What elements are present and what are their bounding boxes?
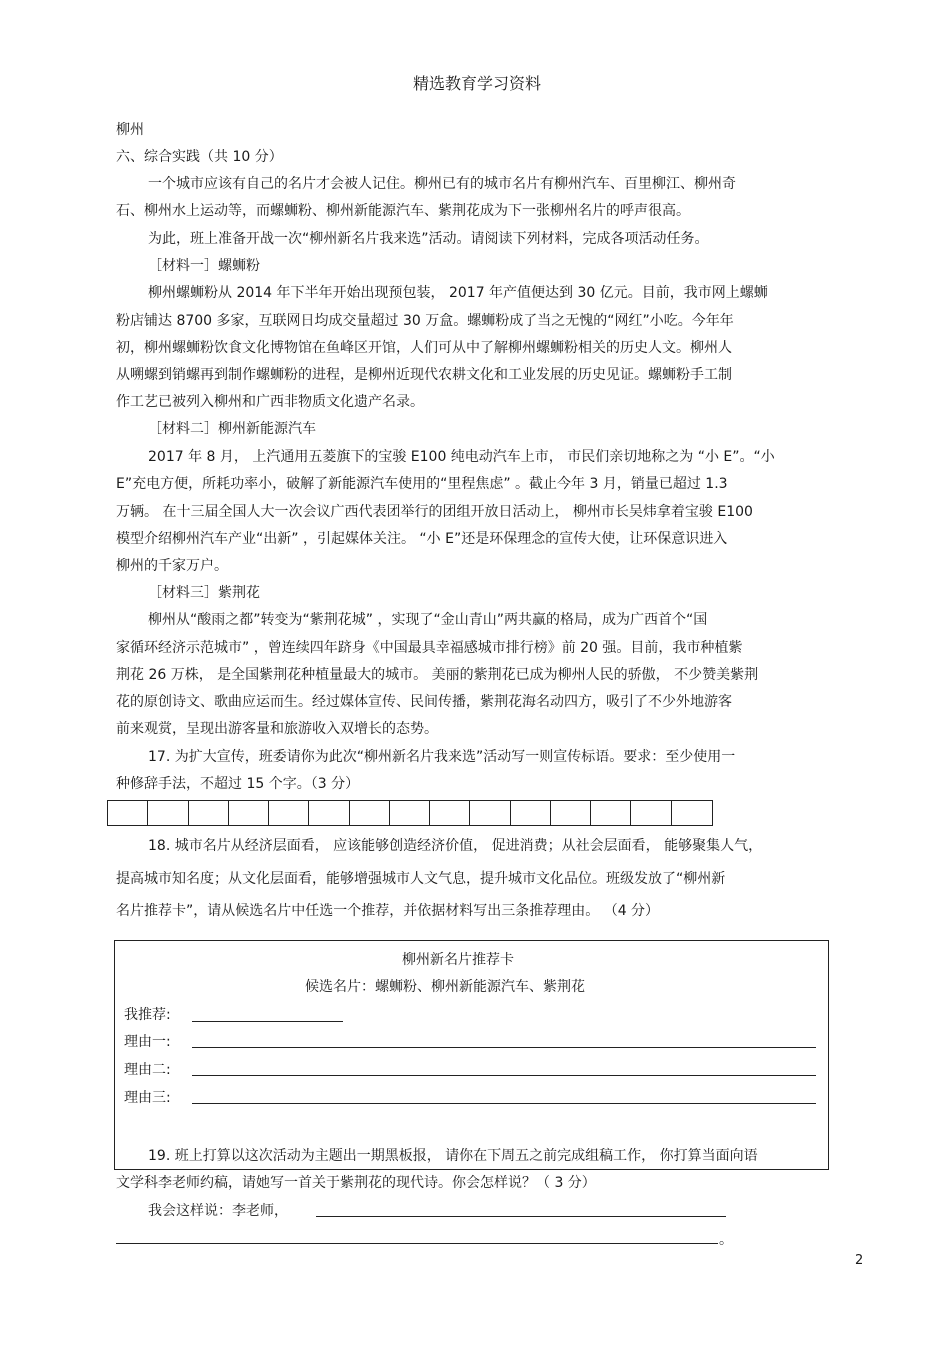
answer-cell[interactable] [350, 801, 390, 825]
recommendation-card [114, 940, 829, 1170]
material1-line: 初，柳州螺蛳粉饮食文化博物馆在鱼峰区开馆，人们可从中了解柳州螺蛳粉相关的历史人文。柳州人 [116, 340, 732, 356]
q17-line: 种修辞手法，不超过 15 个字。（3 分） [116, 776, 360, 792]
answer-cell[interactable] [108, 801, 148, 825]
answer-cell[interactable] [229, 801, 269, 825]
card-candidates: 候选名片：螺蛳粉、柳州新能源汽车、紫荆花 [305, 979, 585, 995]
intro-line: 石、柳州水上运动等，而螺蛳粉、柳州新能源汽车、紫荆花成为下一张柳州名片的呼声很高。 [116, 203, 690, 219]
q18-line: 提高城市知名度；从文化层面看，能够增强城市人文气息，提升城市文化品位。班级发放了“柳州新 [116, 871, 726, 887]
material3-line: 前来观赏，呈现出游客量和旅游收入双增长的态势。 [116, 721, 438, 737]
answer-cell[interactable] [390, 801, 430, 825]
intro-line: 一个城市应该有自己的名片才会被人记住。柳州已有的城市名片有柳州汽车、百里柳江、柳州奇 [148, 176, 736, 192]
q19-line: 文学科李老师约稿，请她写一首关于紫荆花的现代诗。你会怎样说？（ 3 分） [116, 1175, 596, 1191]
material2-line: 万辆。 在十三届全国人大一次会议广西代表团举行的团组开放日活动上， 柳州市长吴炜拿着宝骏 E100 [116, 504, 753, 520]
answer-cell[interactable] [672, 801, 712, 825]
material3-line: 家循环经济示范城市” ，曾连续四年跻身《中国最具幸福感城市排行榜》前 20 强。目前，我市种植紫 [116, 640, 743, 656]
reason1-input-line[interactable] [192, 1047, 816, 1048]
answer-cell[interactable] [309, 801, 349, 825]
slogan-answer-grid[interactable] [107, 800, 713, 826]
material3-line: 荆花 26 万株， 是全国紫荆花种植量最大的城市。 美丽的紫荆花已成为柳州人民的骄傲， 不少赞美紫荆 [116, 667, 759, 683]
page-header: 精选教育学习资料 [413, 74, 542, 93]
answer-cell[interactable] [551, 801, 591, 825]
reason3-label: 理由三: [124, 1090, 171, 1106]
answer-cell[interactable] [189, 801, 229, 825]
answer-cell[interactable] [591, 801, 631, 825]
material2-line: 柳州的千家万户。 [116, 558, 228, 574]
reason2-label: 理由二: [124, 1062, 171, 1078]
q18-line: 名片推荐卡”，请从候选名片中任选一个推荐，并依据材料写出三条推荐理由。 （4 分） [116, 903, 660, 919]
q17-line: 17. 为扩大宣传，班委请你为此次“柳州新名片我来选”活动写一则宣传标语。要求：至少使用一 [148, 749, 736, 765]
answer-input-line[interactable] [316, 1216, 726, 1217]
material3-line: 花的原创诗文、歌曲应运而生。经过媒体宣传、民间传播，紫荆花海名动四方，吸引了不少外地游客 [116, 694, 732, 710]
material3-title: ［材料三］紫荆花 [148, 585, 260, 601]
material1-line: 柳州螺蛳粉从 2014 年下半年开始出现预包装， 2017 年产值便达到 30 亿元。目前，我市网上螺蛳 [148, 285, 768, 301]
q19-line: 19. 班上打算以这次活动为主题出一期黑板报， 请你在下周五之前完成组稿工作， 你打算当面向语 [148, 1148, 758, 1164]
reason2-input-line[interactable] [192, 1075, 816, 1076]
answer-cell[interactable] [269, 801, 309, 825]
reason3-input-line[interactable] [192, 1103, 816, 1104]
material2-line: E”充电方便，所耗功率小，破解了新能源汽车使用的“里程焦虑” 。截止今年 3 月，销量已超过 1.3 [116, 476, 728, 492]
answer-cell[interactable] [470, 801, 510, 825]
answer-cell[interactable] [511, 801, 551, 825]
q18-line: 18. 城市名片从经济层面看， 应该能够创造经济价值， 促进消费；从社会层面看， 能够聚集人气， [148, 838, 763, 854]
recommend-input-line[interactable] [192, 1021, 343, 1022]
city-label: 柳州 [116, 122, 144, 138]
page-number: 2 [855, 1253, 864, 1268]
section-title: 六、综合实践（共 10 分） [116, 149, 283, 165]
material1-line: 作工艺已被列入柳州和广西非物质文化遗产名录。 [116, 394, 424, 410]
material1-line: 粉店铺达 8700 多家，互联网日均成交量超过 30 万盒。螺蛳粉成了当之无愧的“网红”小吃。今年年 [116, 313, 734, 329]
intro-line: 为此，班上准备开战一次“柳州新名片我来选”活动。请阅读下列材料，完成各项活动任务。 [148, 231, 709, 247]
material1-line: 从嗍螺到销螺再到制作螺蛳粉的进程，是柳州近现代农耕文化和工业发展的历史见证。螺蛳粉手工制 [116, 367, 732, 383]
material3-line: 柳州从“酸雨之都”转变为“紫荆花城” ，实现了“金山青山”两共赢的格局，成为广西首个“国 [148, 612, 708, 628]
material1-title: ［材料一］螺蛳粉 [148, 258, 260, 274]
card-title: 柳州新名片推荐卡 [402, 952, 514, 968]
reason1-label: 理由一: [124, 1034, 171, 1050]
answer-cell[interactable] [631, 801, 671, 825]
answer-cell[interactable] [430, 801, 470, 825]
answer-prefix: 我会这样说：李老师， [148, 1203, 288, 1219]
answer-period: 。 [719, 1232, 733, 1248]
material2-line: 2017 年 8 月， 上汽通用五菱旗下的宝骏 E100 纯电动汽车上市， 市民们亲切地称之为 “小 E”。“小 [148, 449, 775, 465]
recommend-label: 我推荐: [124, 1007, 171, 1023]
material2-line: 模型介绍柳州汽车产业“出新” ，引起媒体关注。 “小 E”还是环保理念的宣传大使，让环保意识进入 [116, 531, 728, 547]
answer-input-line-2[interactable] [116, 1243, 718, 1244]
material2-title: ［材料二］柳州新能源汽车 [148, 421, 316, 437]
answer-cell[interactable] [148, 801, 188, 825]
